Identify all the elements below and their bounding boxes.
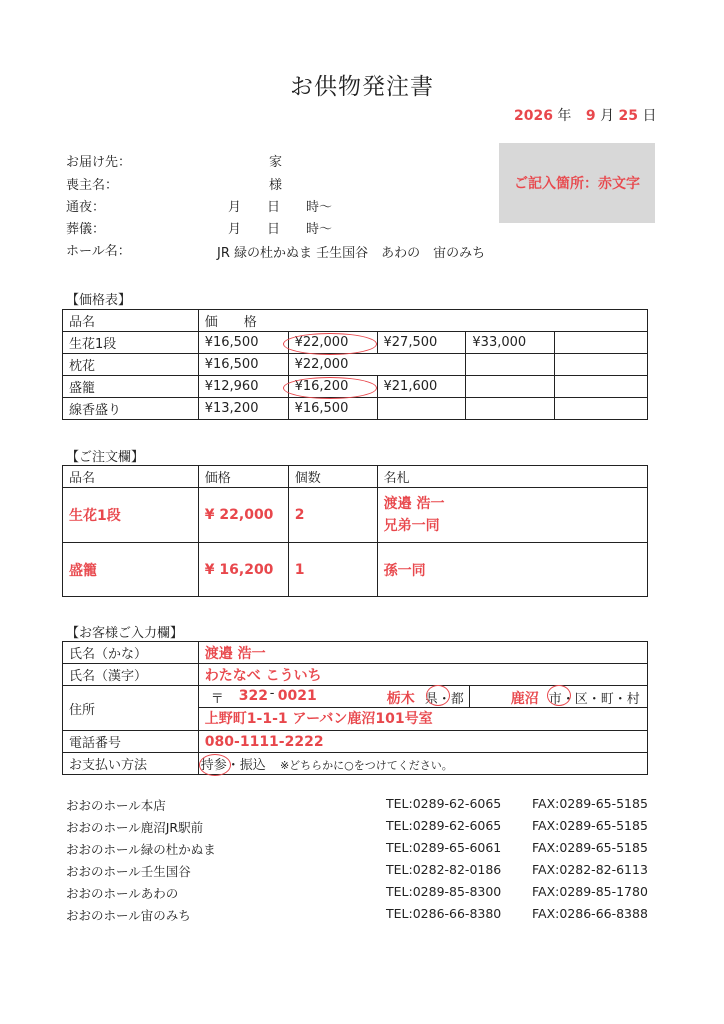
price-item-name: 盛籠 <box>63 376 199 398</box>
branch-tel: TEL:0289-65-6061 <box>386 840 502 855</box>
price-table <box>62 309 648 420</box>
date <box>514 105 656 125</box>
price-cell <box>555 376 648 398</box>
date-day: 25 <box>618 108 639 124</box>
selection-circle <box>283 377 377 399</box>
price-item-name: 線香盛り <box>63 398 199 420</box>
price-cell: ¥33,000 <box>466 332 555 354</box>
postal-code-2[interactable]: 0021 <box>277 688 317 704</box>
price-cell <box>377 398 466 420</box>
branch-tel: TEL:0286-66-8380 <box>386 906 502 921</box>
city-circle <box>547 685 571 706</box>
branch-row <box>66 906 648 928</box>
hall-label: ホール名： <box>66 244 131 259</box>
order-item-qty[interactable]: 1 <box>288 543 377 597</box>
order-row <box>63 488 648 543</box>
branch-name: おおのホール本店 <box>66 798 166 813</box>
price-row <box>63 354 648 376</box>
order-header-price: 価格 <box>198 466 288 488</box>
branch-fax: FAX:0289-65-5185 <box>532 818 648 833</box>
phone-label: 電話番号 <box>63 731 199 753</box>
street-address[interactable]: 上野町1-1-1 アーバン鹿沼101号室 <box>204 711 433 727</box>
price-cell <box>377 354 466 376</box>
branch-list <box>66 796 648 928</box>
page-title: お供物発注書 <box>290 74 434 100</box>
payment-circle <box>199 754 231 776</box>
price-cell: ¥21,600 <box>377 376 466 398</box>
branch-name: おおのホール壬生国谷 <box>66 864 191 879</box>
city-suffixes: 市・区・町・村 <box>548 692 640 707</box>
order-item-tag[interactable] <box>377 488 647 543</box>
order-header-row <box>63 466 648 488</box>
order-header-tag: 名札 <box>377 466 647 488</box>
order-row <box>63 543 648 597</box>
kana-row <box>63 642 648 664</box>
day-unit: 日 <box>642 108 657 124</box>
order-item-tag[interactable] <box>377 543 647 597</box>
branch-row <box>66 796 648 818</box>
price-cell: ¥13,200 <box>198 398 288 420</box>
branch-fax: FAX:0289-65-5185 <box>532 796 648 811</box>
tag-line: 渡邉 浩一 <box>383 496 445 512</box>
kanji-row <box>63 664 648 686</box>
order-item-name[interactable]: 盛籠 <box>63 543 199 597</box>
price-cell: ¥27,500 <box>377 332 466 354</box>
kanji-label: 氏名（漢字） <box>63 664 199 686</box>
order-item-price[interactable]: ¥ 16,200 <box>198 543 288 597</box>
chief-mourner-label: 喪主名： <box>66 178 119 193</box>
price-item-name: 生花1段 <box>63 332 199 354</box>
order-item-price[interactable]: ¥ 22,000 <box>198 488 288 543</box>
tag-line: 孫一同 <box>383 562 426 579</box>
payment-field[interactable] <box>198 753 647 775</box>
price-cell: ¥16,200 <box>288 376 377 398</box>
phone-row <box>63 731 648 753</box>
year-unit: 年 <box>557 108 572 124</box>
payment-row <box>63 753 648 775</box>
branch-tel: TEL:0282-82-0186 <box>386 862 502 877</box>
kana-label: 氏名（かな） <box>63 642 199 664</box>
customer-table <box>62 641 648 775</box>
date-year: 2026 <box>514 108 553 124</box>
price-table-title: 【価格表】 <box>66 293 132 308</box>
price-cell <box>466 398 555 420</box>
note-box <box>499 143 655 223</box>
branch-fax: FAX:0286-66-8388 <box>532 906 648 921</box>
postal-dash: ‐ <box>269 686 275 701</box>
wake-label: 通夜： <box>66 200 106 215</box>
branch-name: おおのホール緑の杜かぬま <box>66 842 216 857</box>
funeral-value: 月 日 時～ <box>228 222 333 237</box>
address-label: 住所 <box>63 686 199 731</box>
kana-field[interactable]: 渡邉 浩一 <box>198 642 647 664</box>
address-field[interactable] <box>198 686 647 731</box>
order-item-name[interactable]: 生花1段 <box>63 488 199 543</box>
order-table <box>62 465 648 597</box>
branch-tel: TEL:0289-85-8300 <box>386 884 502 899</box>
price-header-row <box>63 310 648 332</box>
price-header-name: 品名 <box>63 310 199 332</box>
price-cell: ¥22,000 <box>288 354 377 376</box>
delivery-value: 家 <box>269 155 283 170</box>
prefecture[interactable]: 栃木 <box>386 691 415 707</box>
price-cell: ¥16,500 <box>288 398 377 420</box>
price-header-price: 価 格 <box>198 310 647 332</box>
price-cell <box>466 376 555 398</box>
prefecture-circle <box>426 685 450 706</box>
postal-mark: 〒 <box>210 692 224 707</box>
branch-fax: FAX:0289-85-1780 <box>532 884 648 899</box>
price-cell: ¥16,500 <box>198 332 288 354</box>
note-text: ご記入箇所：赤文字 <box>514 176 640 192</box>
order-header-name: 品名 <box>63 466 199 488</box>
branch-row <box>66 862 648 884</box>
delivery-label: お届け先： <box>66 155 132 170</box>
payment-label: お支払い方法 <box>63 753 199 775</box>
postal-code[interactable]: 322 <box>238 688 269 704</box>
prefecture-suffixes: 県・都 <box>424 692 464 707</box>
order-table-title: 【ご注文欄】 <box>66 450 145 465</box>
branch-name: おおのホールあわの <box>66 886 179 901</box>
customer-table-title: 【お客様ご入力欄】 <box>66 626 184 641</box>
selection-circle <box>283 333 377 355</box>
branch-row <box>66 840 648 862</box>
order-header-qty: 個数 <box>288 466 377 488</box>
order-item-qty[interactable]: 2 <box>288 488 377 543</box>
month-unit: 月 <box>600 108 615 124</box>
branch-row <box>66 884 648 906</box>
payment-note: ※どちらかに○をつけてください。 <box>279 759 453 772</box>
address-divider <box>469 686 470 707</box>
branch-fax: FAX:0289-65-5185 <box>532 840 648 855</box>
branch-name: おおのホール鹿沼JR駅前 <box>66 820 204 835</box>
price-cell <box>555 332 648 354</box>
wake-value: 月 日 時～ <box>228 200 333 215</box>
payment-options[interactable]: 持参・振込 <box>200 758 266 773</box>
date-month: 9 <box>585 108 596 124</box>
price-item-name: 枕花 <box>63 354 199 376</box>
price-cell <box>466 354 555 376</box>
branch-row <box>66 818 648 840</box>
branch-tel: TEL:0289-62-6065 <box>386 796 502 811</box>
funeral-label: 葬儀： <box>66 222 106 237</box>
phone-field[interactable]: 080-1111-2222 <box>198 731 647 753</box>
branch-name: おおのホール宙のみち <box>66 908 191 923</box>
price-row <box>63 398 648 420</box>
price-cell: ¥22,000 <box>288 332 377 354</box>
hall-value: JR 緑の杜かぬま 壬生国谷 あわの 宙のみち <box>217 246 486 261</box>
price-cell <box>555 354 648 376</box>
branch-fax: FAX:0282-82-6113 <box>532 862 648 877</box>
chief-mourner-value: 様 <box>269 178 283 193</box>
price-cell <box>555 398 648 420</box>
postal-line <box>199 686 647 708</box>
kanji-field[interactable]: わたなべ こういち <box>198 664 647 686</box>
price-cell: ¥16,500 <box>198 354 288 376</box>
city[interactable]: 鹿沼 <box>510 691 539 707</box>
price-cell: ¥12,960 <box>198 376 288 398</box>
tag-line: 兄弟一同 <box>383 518 440 534</box>
branch-tel: TEL:0289-62-6065 <box>386 818 502 833</box>
